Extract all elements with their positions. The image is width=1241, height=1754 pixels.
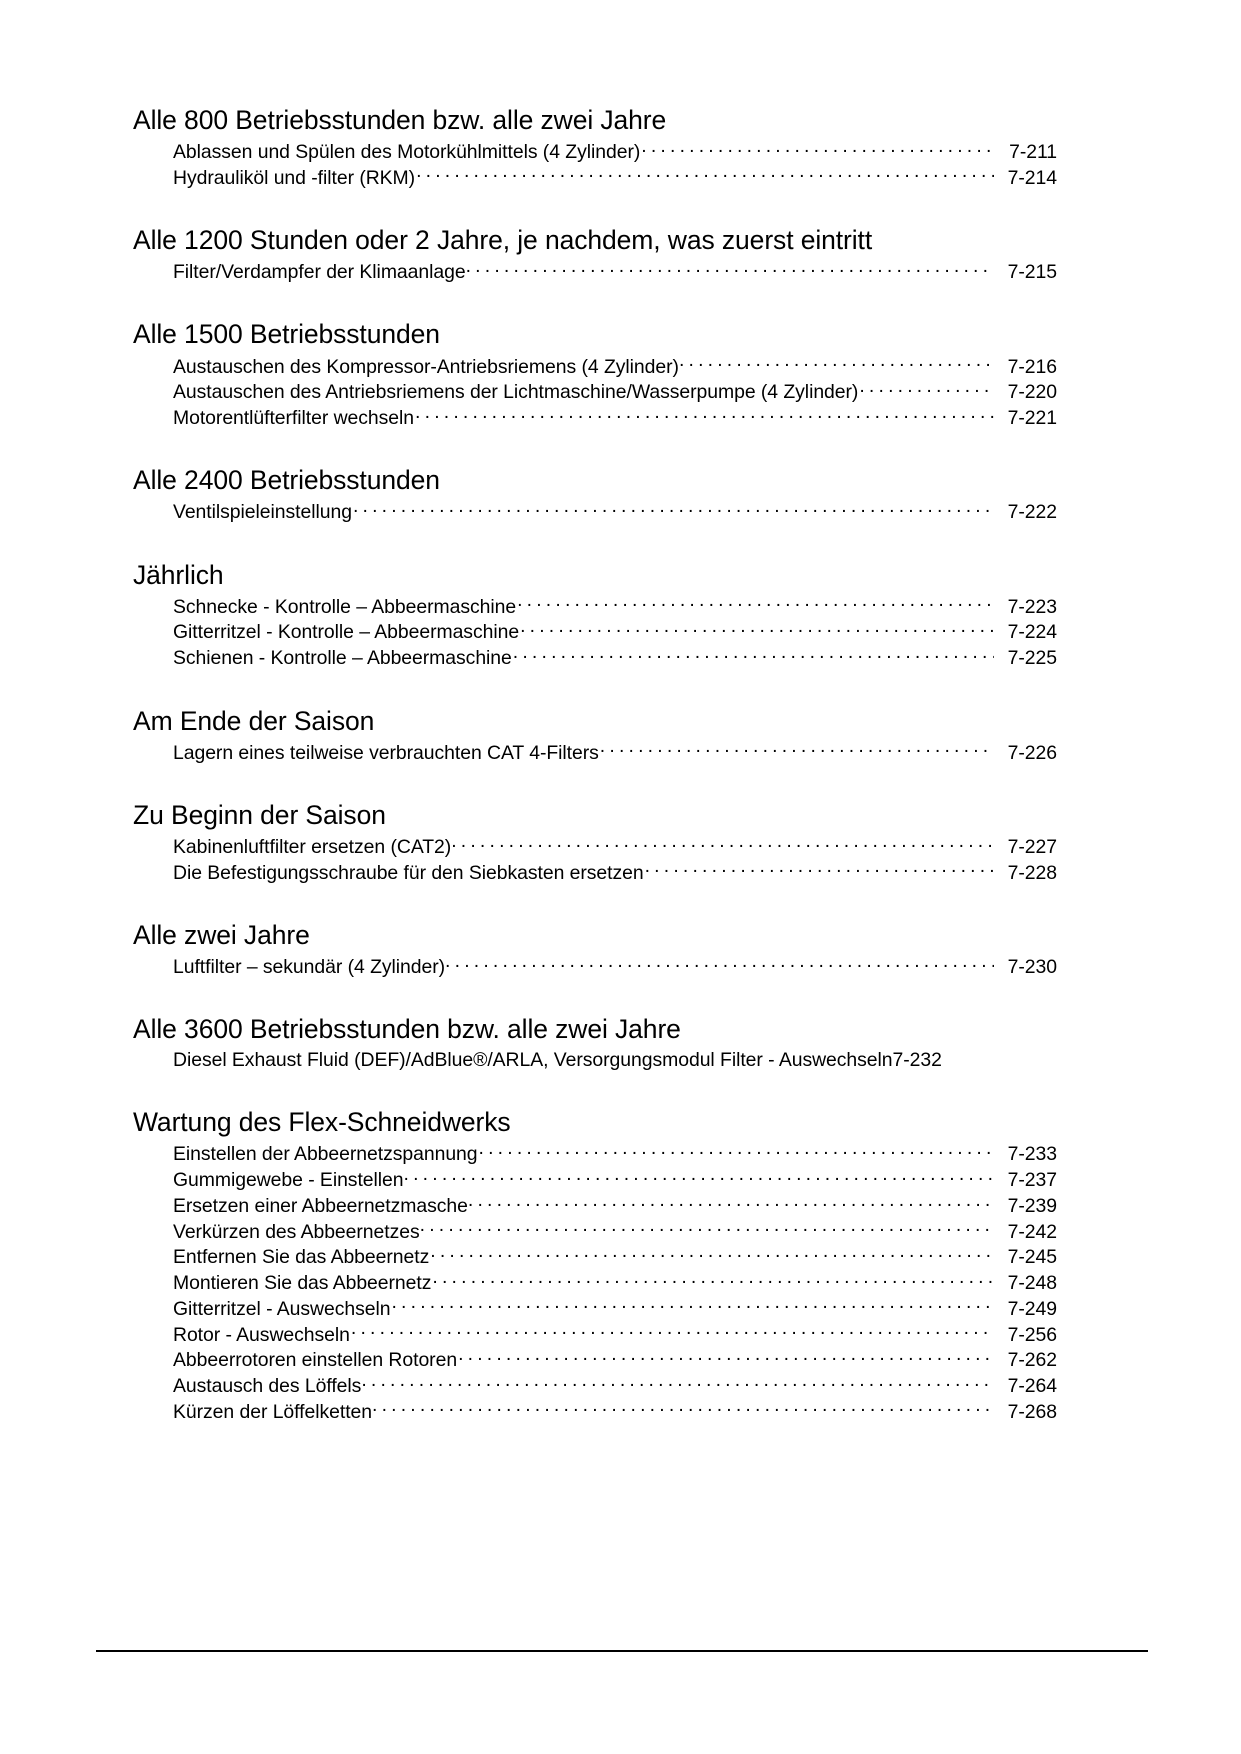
toc-entry-title: Schienen - Kontrolle – Abbeermaschine: [173, 647, 512, 670]
toc-section: [133, 705, 1057, 765]
toc-entry-title: Lagern eines teilweise verbrauchten CAT 4-Filters: [173, 741, 599, 764]
toc-dot-leader: [600, 739, 994, 758]
section-heading: Alle 800 Betriebsstunden bzw. alle zwei Jahre: [133, 105, 667, 135]
toc-entry[interactable]: [133, 1048, 1057, 1072]
toc-entry-page-number: 7-237: [1007, 1169, 1057, 1192]
toc-entry-title: Austausch des Löffels: [173, 1375, 362, 1398]
toc-entry-list: [133, 1141, 1057, 1424]
toc-entry-page-number: 7-214: [1007, 166, 1057, 189]
toc-entry[interactable]: [133, 499, 1057, 525]
toc-section: [133, 224, 1057, 284]
toc-entry-page-number: 7-245: [1007, 1246, 1057, 1269]
toc-entry-list: [133, 499, 1057, 525]
toc-entry[interactable]: [133, 834, 1057, 860]
toc-entry-page-number: 7-242: [1007, 1220, 1057, 1243]
toc-entry-title: Gitterritzel - Auswechseln: [173, 1297, 391, 1320]
toc-entry-page-number: 7-239: [1007, 1194, 1057, 1217]
section-heading: Zu Beginn der Saison: [133, 799, 386, 830]
toc-entry[interactable]: [133, 164, 1057, 190]
toc-dot-leader: [679, 353, 994, 372]
toc-entry[interactable]: [133, 405, 1057, 431]
toc-dot-leader: [432, 1270, 994, 1289]
toc-dot-leader: [458, 1347, 994, 1366]
toc-dot-leader: [520, 619, 994, 638]
toc-entry[interactable]: [133, 259, 1057, 285]
toc-entry-title: Gummigewebe - Einstellen: [173, 1169, 404, 1192]
section-heading: Alle 3600 Betriebsstunden bzw. alle zwei Jahre: [133, 1014, 681, 1045]
toc-entry[interactable]: [133, 859, 1057, 885]
toc-entry-page-number: 7-215: [1007, 261, 1057, 284]
toc-dot-leader: [353, 499, 994, 518]
toc-section: [133, 318, 1057, 430]
toc-entry[interactable]: [133, 1398, 1057, 1424]
toc-entry-list: [133, 954, 1057, 980]
toc-entry[interactable]: [133, 1244, 1057, 1270]
toc-content: [133, 104, 1057, 1424]
toc-entry-title: Ersetzen einer Abbeernetzmasche: [173, 1194, 468, 1217]
toc-entry-title: Gitterritzel - Kontrolle – Abbeermaschine: [173, 621, 520, 644]
toc-entry-page-number: 7-222: [1007, 501, 1057, 524]
toc-entry-page-number: 7-264: [1007, 1375, 1057, 1398]
section-heading: Jährlich: [133, 559, 224, 590]
toc-entry-title: Hydrauliköl und -filter (RKM): [173, 166, 416, 189]
toc-dot-leader: [517, 593, 994, 612]
toc-entry-page-number: 7-230: [1007, 956, 1057, 979]
toc-entry-title: Luftfilter – sekundär (4 Zylinder): [173, 956, 446, 979]
toc-entry-page-number: 7-223: [1007, 595, 1057, 618]
toc-entry-title: Die Befestigungsschraube für den Siebkasten ersetzen: [173, 861, 644, 884]
toc-entry-page-number: 7-216: [1007, 355, 1057, 378]
toc-section: [133, 559, 1057, 671]
toc-entry-title: Entfernen Sie das Abbeernetz: [173, 1246, 430, 1269]
toc-entry[interactable]: [133, 645, 1057, 671]
toc-entry-title: Montieren Sie das Abbeernetz: [173, 1272, 432, 1295]
toc-entry-title: Ablassen und Spülen des Motorkühlmittels (4 Zylinder): [173, 141, 641, 164]
toc-dot-leader: [468, 1193, 994, 1212]
toc-entry[interactable]: [133, 1295, 1057, 1321]
toc-entry-list: [133, 353, 1057, 430]
toc-entry-page-number: 7-262: [1007, 1349, 1057, 1372]
toc-dot-leader: [416, 164, 994, 183]
toc-entry-list: [133, 739, 1057, 765]
toc-dot-leader: [645, 859, 994, 878]
toc-entry-title: Motorentlüfterfilter wechseln: [173, 406, 415, 429]
toc-entry-title: Rotor - Auswechseln: [173, 1323, 350, 1346]
toc-entry-title: Filter/Verdampfer der Klimaanlage: [173, 261, 466, 284]
toc-dot-leader: [479, 1141, 994, 1160]
toc-entry-title: Ventilspieleinstellung: [173, 501, 352, 524]
toc-entry[interactable]: [133, 1141, 1057, 1167]
toc-entry[interactable]: [133, 353, 1057, 379]
toc-entry-title: Einstellen der Abbeernetzspannung: [173, 1143, 478, 1166]
toc-entry[interactable]: [133, 593, 1057, 619]
toc-section: [133, 919, 1057, 979]
toc-entry-title: Austauschen des Kompressor-Antriebsriemens (4 Zylinder): [173, 355, 679, 378]
toc-entry-page-number: 7-232: [892, 1049, 942, 1072]
toc-dot-leader: [361, 1373, 994, 1392]
toc-entry-title: Kürzen der Löffelketten: [173, 1400, 372, 1423]
toc-entry[interactable]: [133, 1347, 1057, 1373]
toc-entry-list: [133, 1048, 1057, 1072]
toc-dot-leader: [451, 834, 994, 853]
section-heading: Alle 1200 Stunden oder 2 Jahre, je nachdem, was zuerst eintritt: [133, 225, 873, 256]
toc-dot-leader: [351, 1321, 994, 1340]
toc-entry-list: [133, 259, 1057, 285]
section-heading: Wartung des Flex-Schneidwerks: [133, 1107, 511, 1138]
toc-dot-leader: [430, 1244, 994, 1263]
toc-entry-page-number: 7-256: [1007, 1323, 1057, 1346]
toc-entry-list: [133, 593, 1057, 670]
toc-dot-leader: [415, 405, 994, 424]
toc-section: [133, 1013, 1057, 1072]
section-heading: Am Ende der Saison: [133, 705, 375, 736]
toc-entry-title: Diesel Exhaust Fluid (DEF)/AdBlue®/ARLA, Versorgungsmodul Filter - Auswechseln: [173, 1049, 893, 1072]
toc-dot-leader: [404, 1167, 994, 1186]
toc-entry[interactable]: [133, 139, 1057, 165]
section-heading: Alle zwei Jahre: [133, 920, 310, 951]
toc-entry-page-number: 7-224: [1007, 621, 1057, 644]
toc-section: [133, 104, 1057, 190]
toc-entry-page-number: 7-221: [1007, 406, 1057, 429]
toc-entry-page-number: 7-225: [1007, 647, 1057, 670]
toc-entry-title: Kabinenluftfilter ersetzen (CAT2): [173, 835, 452, 858]
toc-entry[interactable]: [133, 739, 1057, 765]
toc-dot-leader: [859, 379, 994, 398]
toc-section: [133, 1106, 1057, 1424]
toc-entry-page-number: 7-249: [1007, 1297, 1057, 1320]
toc-entry-list: [133, 834, 1057, 885]
toc-entry[interactable]: [133, 619, 1057, 645]
toc-dot-leader: [372, 1398, 994, 1417]
toc-dot-leader: [445, 954, 994, 973]
toc-entry-title: Verkürzen des Abbeernetzes: [173, 1220, 420, 1243]
toc-entry-page-number: 7-226: [1007, 741, 1057, 764]
toc-entry[interactable]: [133, 954, 1057, 980]
toc-entry-title: Abbeerrotoren einstellen Rotoren: [173, 1349, 458, 1372]
toc-entry[interactable]: [133, 1321, 1057, 1347]
toc-section: [133, 464, 1057, 524]
footer-divider: [96, 1650, 1148, 1652]
toc-section: [133, 799, 1057, 885]
toc-entry-page-number: 7-227: [1007, 835, 1057, 858]
toc-entry-page-number: 7-228: [1007, 861, 1057, 884]
toc-entry-page-number: 7-268: [1007, 1400, 1057, 1423]
toc-dot-leader: [391, 1295, 994, 1314]
toc-entry[interactable]: [133, 1167, 1057, 1193]
toc-dot-leader: [466, 259, 994, 278]
toc-dot-leader: [420, 1218, 994, 1237]
toc-entry-title: Austauschen des Antriebsriemens der Lichtmaschine/Wasserpumpe (4 Zylinder): [173, 381, 859, 404]
toc-entry-title: Schnecke - Kontrolle – Abbeermaschine: [173, 595, 517, 618]
section-heading: Alle 2400 Betriebsstunden: [133, 465, 440, 496]
section-heading: Alle 1500 Betriebsstunden: [133, 319, 440, 350]
toc-entry[interactable]: [133, 1270, 1057, 1296]
toc-entry-page-number: 7-220: [1007, 381, 1057, 404]
toc-dot-leader: [641, 139, 994, 158]
toc-entry[interactable]: [133, 1373, 1057, 1399]
toc-entry-page-number: 7-233: [1007, 1143, 1057, 1166]
toc-entry[interactable]: [133, 1193, 1057, 1219]
toc-entry[interactable]: [133, 379, 1057, 405]
toc-entry-page-number: 7-211: [1009, 141, 1057, 164]
toc-entry-page-number: 7-248: [1007, 1272, 1057, 1295]
toc-entry[interactable]: [133, 1218, 1057, 1244]
toc-dot-leader: [513, 645, 994, 664]
toc-entry-list: [133, 139, 1057, 190]
